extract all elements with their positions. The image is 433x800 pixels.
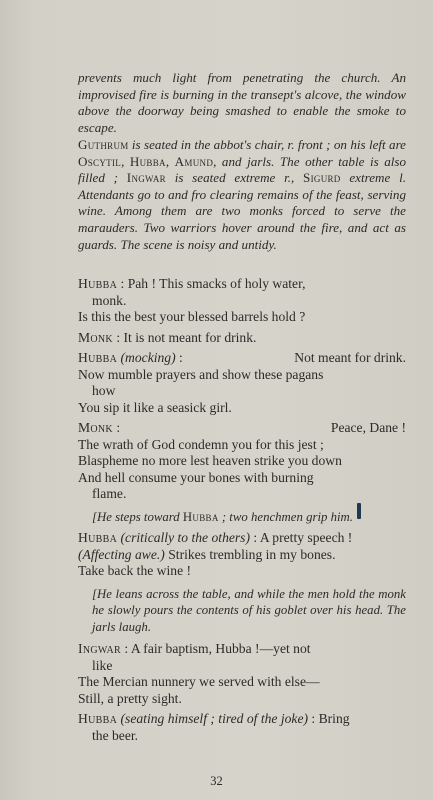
speaker-name: Hubba [78, 530, 118, 546]
acting-direction: (seating himself ; tired of the joke) [120, 711, 309, 727]
speech-text: : It is not meant for drink. [116, 329, 257, 345]
speech-text: Now mumble prayers and show these pagans [78, 366, 324, 382]
speech-text: Strikes trembling in my bones. [164, 546, 336, 562]
setting-text: , [121, 153, 130, 169]
speech-text: Blaspheme no more lest heaven strike you down [78, 453, 342, 468]
speech-text: You sip it like a seasick girl. [78, 399, 232, 415]
speaker-name: Hubba [78, 350, 118, 365]
character-sigurd: Sigurd [303, 170, 341, 186]
acting-direction: (Affecting awe.) [78, 546, 165, 562]
speech-text: And hell consume your bones with burning [78, 469, 314, 485]
acting-direction: (critically to the others) [120, 530, 251, 546]
stage-direction: [He leans across the table, and while the men hold the monk he slowly pours the contents of his goblet over his head. The jarls laugh. [92, 586, 406, 634]
intro-stage-direction [78, 70, 406, 136]
setting-text: , [165, 153, 175, 169]
speech-text: monk. [92, 292, 127, 308]
speech-text: : A fair baptism, Hubba !—yet not [124, 641, 311, 657]
speech-text: flame. [92, 486, 127, 501]
setting-text: extreme l. Attendants go to and fro clearing remains of the feast, serving wine. Among them are two monks forced to serve the marauders. Two warriors hover around the fire, and act as guards. The scene is noisy and untidy. [78, 170, 406, 252]
setting-text: is seated extreme r., [165, 170, 304, 186]
speech-text: : A pretty speech ! [250, 530, 353, 546]
speaker-name: Hubba [78, 711, 118, 727]
speech-text: : [112, 420, 121, 435]
character-hubba: Hubba [182, 509, 219, 524]
speech-line [78, 276, 406, 293]
speech-text: the beer. [92, 727, 139, 743]
setting-stage-direction [78, 137, 406, 253]
ink-mark [357, 503, 361, 519]
page-number: 32 [210, 774, 223, 788]
character-ingwar: Ingwar [126, 170, 166, 186]
speaker-name: Monk [78, 329, 113, 345]
speech-text: : [175, 350, 183, 365]
character-hubba: Hubba [129, 153, 166, 169]
speaker-name: Ingwar [78, 641, 121, 657]
speech-text: : Pah ! This smacks of holy water, [120, 276, 306, 291]
acting-direction: (mocking) [120, 350, 176, 365]
speech-text: The wrath of God condemn you for this jest ; [78, 436, 324, 452]
speech-text: Is this the best your blessed barrels hold ? [78, 309, 306, 324]
speaker-name: Hubba [78, 276, 118, 291]
stage-direction-text: [He steps toward [92, 509, 183, 524]
speech-text: The Mercian nunnery we served with else— [78, 674, 320, 690]
speech-text: how [92, 383, 116, 398]
character-amund: Amund [174, 153, 214, 169]
speaker-name: Monk [78, 420, 113, 435]
speech-text: Peace, Dane ! [330, 420, 406, 435]
character-oscytil: Oscytil [78, 153, 122, 169]
speech-text: Not meant for drink. [294, 350, 406, 365]
setting-text: is seated in the abbot's chair, r. front ; on his left are [128, 137, 406, 152]
setting-text: , and jarls. The other table is also filled ; [78, 153, 407, 186]
intro-direction-text: prevents much light from penetrating the church. An improvised fire is burning in the transept's alcove, the window above the doorway being smashed to enable the smoke to escape. [78, 70, 406, 135]
speech-text: Take back the wine ! [78, 563, 192, 579]
stage-direction-text: ; two henchmen grip him. [218, 509, 353, 524]
character-guthrum: Guthrum [78, 137, 129, 152]
speech-text: Still, a pretty sight. [78, 690, 182, 706]
speech-text: : Bring [308, 711, 350, 727]
speech-text: like [92, 657, 113, 673]
